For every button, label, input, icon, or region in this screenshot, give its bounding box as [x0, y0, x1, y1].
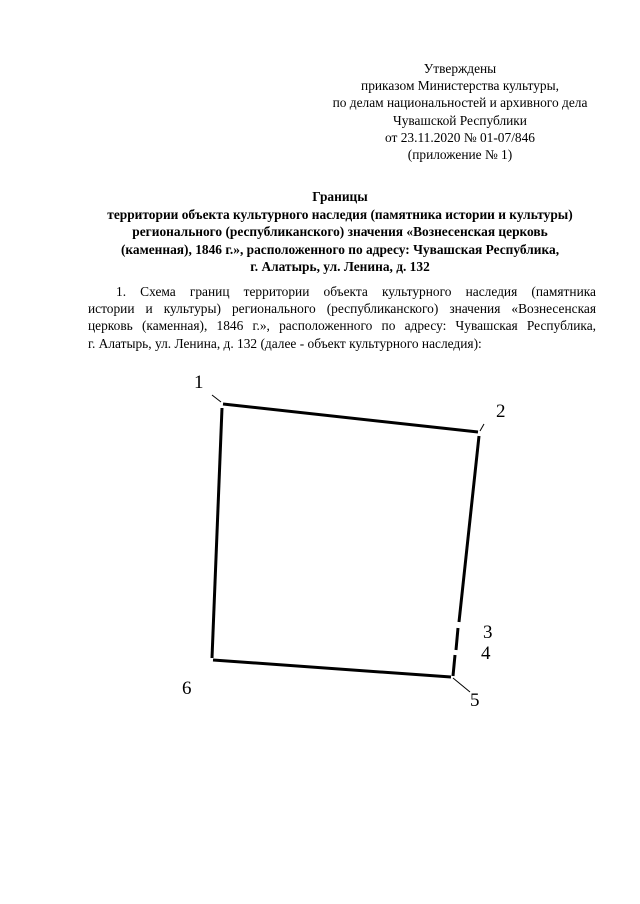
- boundary-segment-2-3: [459, 436, 479, 622]
- approval-line: по делам национальностей и архивного дела: [332, 95, 588, 111]
- heading-line: регионального (республиканского) значения «Вознесенская церковь: [132, 224, 548, 240]
- approval-line: Чувашской Республики: [393, 112, 527, 128]
- point-label-2: 2: [496, 401, 506, 422]
- boundary-segment-6-1: [212, 408, 222, 658]
- paragraph-line: г. Алатырь, ул. Ленина, д. 132 (далее - объект культурного наследия):: [88, 335, 482, 351]
- paragraph-line: церковь (каменная), 1846 г.», расположенного по адресу: Чувашская Республика,: [88, 318, 596, 334]
- boundary-segment-1-2: [223, 404, 478, 432]
- point-label-4: 4: [481, 643, 491, 664]
- heading-line: г. Алатырь, ул. Ленина, д. 132: [250, 259, 430, 275]
- point-1-leader: [212, 395, 221, 402]
- heading-line: (каменная), 1846 г.», расположенного по адресу: Чувашская Республика,: [120, 241, 560, 257]
- boundary-segment-4-5: [453, 655, 455, 676]
- approval-line: Утверждены: [423, 61, 497, 76]
- approval-line: приказом Министерства культуры,: [361, 78, 559, 94]
- approval-line: от 23.11.2020 № 01-07/846: [385, 129, 535, 145]
- heading-line: территории объекта культурного наследия (памятника истории и культуры): [107, 206, 573, 222]
- paragraph-line: 1. Схема границ территории объекта культурного наследия (памятника: [116, 284, 596, 299]
- boundary-segment-5-6: [213, 660, 451, 677]
- paragraph-line: истории и культуры) регионального (республиканского) значения «Вознесенская: [88, 301, 596, 317]
- point-5-leader: [453, 678, 470, 692]
- point-label-5: 5: [470, 690, 480, 711]
- boundary-segment-3-4: [456, 628, 458, 650]
- point-label-1: 1: [194, 372, 204, 393]
- point-2-leader: [480, 424, 484, 431]
- heading-title: Границы: [312, 189, 368, 204]
- point-label-3: 3: [483, 622, 493, 643]
- point-label-6: 6: [182, 678, 192, 699]
- approval-line: (приложение № 1): [407, 147, 513, 163]
